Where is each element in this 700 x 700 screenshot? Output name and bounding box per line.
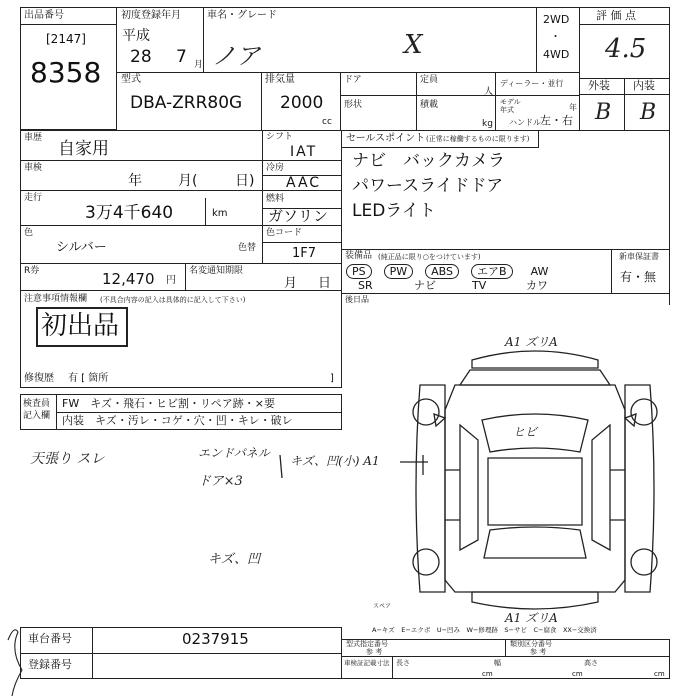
equip-leather: カワ bbox=[526, 279, 548, 292]
equip-tv: TV bbox=[472, 279, 487, 292]
color-label: 色 bbox=[24, 228, 34, 238]
fuel-value: ガソリン bbox=[268, 207, 329, 225]
registration-label: 登録番号 bbox=[28, 658, 72, 671]
equipment-label: 装備品 bbox=[345, 251, 373, 261]
sales-line-3: LEDライト bbox=[352, 201, 436, 221]
length-unit: cm bbox=[482, 670, 493, 678]
car-diagram bbox=[400, 330, 670, 620]
lot-number: 8358 bbox=[30, 56, 102, 89]
damage-legend: A−キズ E−エクボ U−凹み W−修理跡 S−サビ C−腐食 XX−交換済 bbox=[372, 626, 597, 634]
ac-label: 冷房 bbox=[266, 163, 285, 173]
model-year-unit: 年 bbox=[569, 103, 577, 112]
size-label: 車検証記載寸法 bbox=[344, 659, 390, 667]
tax-month: 月 bbox=[284, 276, 298, 291]
recycle-amount: 12,470 bbox=[102, 270, 155, 288]
drive-dot: ・ bbox=[550, 30, 561, 43]
interior-row: 内装 キズ・汚レ・コゲ・穴・凹・キレ・破レ bbox=[62, 414, 293, 427]
reg-month: 7 bbox=[176, 47, 187, 67]
first-listing: 初出品 bbox=[41, 311, 120, 341]
mileage-label: 走行 bbox=[24, 193, 43, 203]
length-label: 長さ bbox=[396, 659, 410, 667]
after-install-label: 後日品 bbox=[345, 295, 369, 304]
hw-end-panel: エンドパネル bbox=[198, 446, 270, 460]
height-label: 高さ bbox=[584, 659, 598, 667]
sales-note: (正常に稼働するものに限ります) bbox=[426, 135, 530, 143]
hw-roof: 天張り スレ bbox=[30, 451, 105, 467]
car-name: ノア bbox=[212, 42, 260, 70]
drive-4wd: 4WD bbox=[543, 48, 570, 61]
car-grade: X bbox=[404, 30, 423, 60]
shift-value: IAT bbox=[290, 144, 318, 160]
inspection-month: 月( bbox=[178, 173, 198, 189]
shape-label: 形状 bbox=[344, 100, 363, 110]
hw-hibi: ヒビ bbox=[513, 425, 538, 439]
chassis-label: 車台番号 bbox=[28, 632, 72, 645]
reg-year: 28 bbox=[130, 47, 152, 67]
interior-label: 内装 bbox=[633, 79, 655, 92]
inspection-year: 年 bbox=[128, 173, 142, 189]
mileage-value: 3万4千640 bbox=[85, 203, 174, 223]
load-unit: kg bbox=[482, 119, 493, 129]
score-label: 評 価 点 bbox=[596, 9, 636, 22]
drive-2wd: 2WD bbox=[543, 13, 570, 26]
equip-pw: PW bbox=[384, 264, 414, 279]
exterior-grade: B bbox=[595, 100, 612, 125]
handle-value: 左・右 bbox=[540, 114, 573, 127]
caution-note: (不具合内容の記入は具体的に記入して下さい) bbox=[100, 296, 246, 304]
category-label: 車歴 bbox=[24, 133, 43, 143]
reg-month-unit: 月 bbox=[194, 60, 204, 70]
ac-value: AAC bbox=[286, 175, 322, 191]
equip-navi: ナビ bbox=[414, 279, 436, 292]
lot-label: 出品番号 bbox=[24, 10, 64, 21]
exterior-label: 外装 bbox=[588, 79, 610, 92]
mileage-unit: km bbox=[212, 208, 228, 219]
hw-spare: スペア bbox=[373, 603, 392, 610]
hw-door3: ドア×3 bbox=[198, 474, 243, 489]
height-unit: cm bbox=[654, 670, 665, 678]
repair-value: 有 [ 箇所 bbox=[68, 373, 109, 384]
interior-grade: B bbox=[640, 100, 657, 125]
displacement-label: 排気量 bbox=[265, 74, 295, 85]
sales-label: セールスポイント bbox=[346, 133, 426, 144]
width-label: 幅 bbox=[494, 659, 501, 667]
handle-label: ハンドル bbox=[509, 118, 541, 127]
model-designation-label: 型式指定番号 bbox=[346, 640, 388, 648]
hw-a1-top: A1 ズリA bbox=[505, 335, 558, 349]
tax-label: 名変通知期限 bbox=[189, 266, 244, 276]
color-change-label: 色替 bbox=[238, 243, 257, 253]
equip-ps: PS bbox=[346, 264, 372, 279]
sales-line-1: ナビ バックカメラ bbox=[352, 151, 505, 171]
name-grade-label: 車名・グレード bbox=[207, 10, 277, 21]
caution-label: 注意事項情報欄 bbox=[24, 294, 88, 304]
shift-label: シフト bbox=[266, 132, 294, 142]
lot-sub: [2147] bbox=[46, 32, 86, 46]
color-code-value: 1F7 bbox=[292, 246, 317, 261]
equip-abs: ABS bbox=[425, 264, 459, 279]
recycle-label: R券 bbox=[24, 266, 40, 276]
first-reg-label: 初度登録年月 bbox=[121, 10, 181, 21]
ref-2: 参 考 bbox=[530, 648, 547, 656]
sales-line-2: パワースライドドア bbox=[352, 176, 504, 196]
dealer-label: ディーラー・並行 bbox=[500, 79, 564, 88]
door-label: ドア bbox=[344, 75, 362, 85]
capacity-unit: 人 bbox=[484, 87, 494, 97]
hw-a1-bottom: A1 ズリA bbox=[505, 611, 558, 625]
category-code-label: 類別区分番号 bbox=[510, 640, 552, 648]
inspection-label: 車検 bbox=[24, 163, 43, 173]
inspection-day: 日) bbox=[235, 173, 255, 189]
repair-close-bracket: ] bbox=[330, 373, 334, 384]
repair-label: 修復歴 bbox=[24, 373, 54, 384]
model-label: 型式 bbox=[121, 74, 141, 85]
era: 平成 bbox=[122, 28, 150, 44]
capacity-label: 定員 bbox=[420, 75, 439, 85]
recycle-unit: 円 bbox=[166, 275, 176, 286]
category-value: 自家用 bbox=[58, 139, 109, 159]
color-value: シルバー bbox=[56, 240, 107, 255]
displacement-value: 2000 bbox=[280, 93, 324, 113]
equip-sr: SR bbox=[358, 279, 373, 292]
hw-scratch2: キズ、凹 bbox=[208, 552, 261, 567]
color-code-label: 色コード bbox=[266, 228, 303, 238]
model-value: DBA-ZRR80G bbox=[130, 93, 243, 113]
equipment-note: (純正品に限り○をつけています) bbox=[378, 253, 481, 261]
ref-1: 参 考 bbox=[366, 648, 383, 656]
equip-airbag: エアB bbox=[471, 264, 513, 279]
width-unit: cm bbox=[572, 670, 583, 678]
displacement-unit: cc bbox=[322, 117, 332, 127]
warranty-value: 有・無 bbox=[620, 270, 657, 284]
score-value: 4.5 bbox=[605, 34, 647, 64]
chassis-number: 0237915 bbox=[182, 630, 249, 648]
warranty-label: 新車保証書 bbox=[619, 252, 659, 261]
load-label: 積載 bbox=[420, 100, 439, 110]
tax-day: 日 bbox=[318, 276, 332, 291]
fuel-label: 燃料 bbox=[266, 194, 285, 204]
hw-scratch: キズ、凹(小) A1 bbox=[290, 454, 380, 468]
inspector-label: 検査員記入欄 bbox=[23, 399, 51, 421]
equip-aw: AW bbox=[530, 265, 549, 278]
model-year-label: モデル年式 bbox=[500, 98, 521, 114]
fw-row: FW キズ・飛石・ヒビ割・リペア跡・×要 bbox=[62, 397, 275, 410]
